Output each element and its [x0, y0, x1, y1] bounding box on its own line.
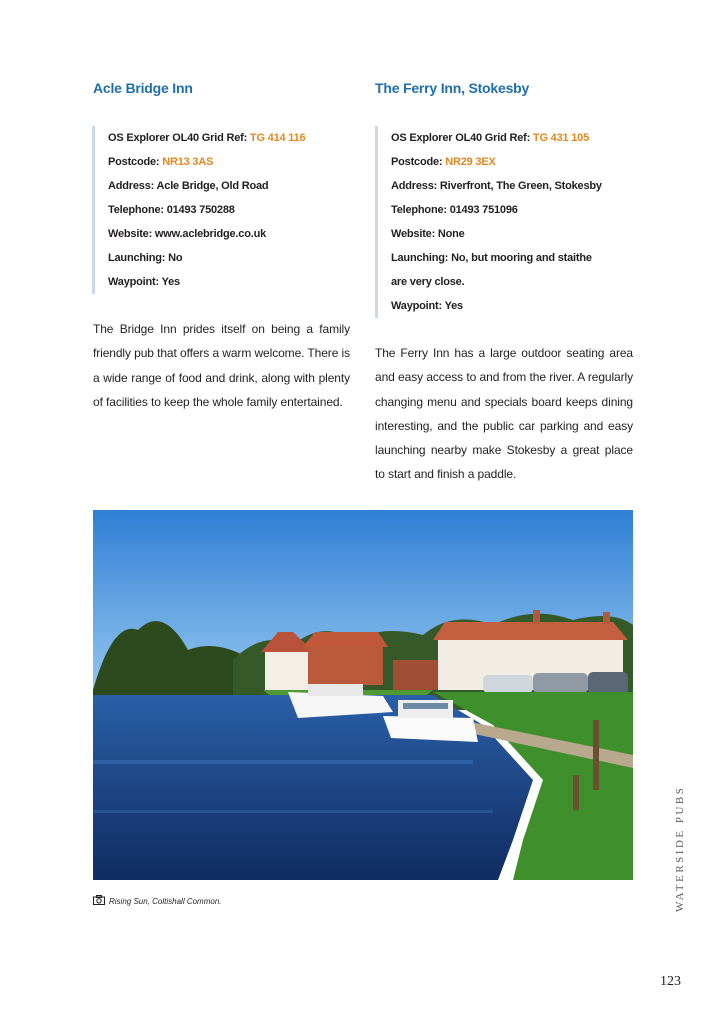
right-info-launching-cont: are very close. — [391, 276, 465, 288]
right-info-telephone: Telephone: 01493 751096 — [391, 204, 518, 216]
left-info-launching: Launching: No — [108, 252, 183, 264]
camera-icon — [93, 895, 105, 907]
left-info-postcode: Postcode: NR13 3AS — [108, 156, 214, 168]
right-description: The Ferry Inn has a large outdoor seating area and easy access to and from the river. A regularly changing menu and specials board keeps dining interesting, and the public car parking and easy launching nearby make Stokesby a great place to start and finish a paddle. — [375, 346, 633, 482]
section-side-label: WATERSIDE PUBS — [674, 785, 686, 912]
photo-caption-text: Rising Sun, Coltishall Common. — [109, 896, 222, 906]
right-info-launching: Launching: No, but mooring and staithe — [391, 252, 592, 264]
left-grid-ref-value: TG 414 116 — [249, 132, 306, 144]
left-info-address: Address: Acle Bridge, Old Road — [108, 180, 269, 192]
left-column-title: Acle Bridge Inn — [93, 80, 193, 96]
right-info-postcode: Postcode: NR29 3EX — [391, 156, 496, 168]
right-info-waypoint: Waypoint: Yes — [391, 300, 463, 312]
right-info-address: Address: Riverfront, The Green, Stokesby — [391, 180, 602, 192]
right-postcode-value: NR29 3EX — [445, 156, 496, 168]
right-column-title: The Ferry Inn, Stokesby — [375, 80, 530, 96]
right-info-grid-ref: OS Explorer OL40 Grid Ref: TG 431 105 — [391, 132, 590, 144]
right-info-box — [375, 126, 602, 318]
right-info-website: Website: None — [391, 228, 465, 240]
left-postcode-value: NR13 3AS — [162, 156, 214, 168]
riverside-photo — [93, 510, 633, 880]
left-info-website: Website: www.aclebridge.co.uk — [108, 228, 267, 240]
left-info-telephone: Telephone: 01493 750288 — [108, 204, 235, 216]
left-info-box — [92, 126, 305, 294]
left-info-grid-ref: OS Explorer OL40 Grid Ref: TG 414 116 — [108, 132, 306, 144]
photo-caption — [93, 894, 222, 908]
left-info-waypoint: Waypoint: Yes — [108, 276, 180, 288]
page-number: 123 — [660, 974, 681, 989]
right-grid-ref-value: TG 431 105 — [532, 132, 590, 144]
left-description: The Bridge Inn prides itself on being a family friendly pub that offers a warm welcome. There is a wide range of food and drink, along with plenty of facilities to keep the whole family entertained. — [93, 322, 350, 409]
